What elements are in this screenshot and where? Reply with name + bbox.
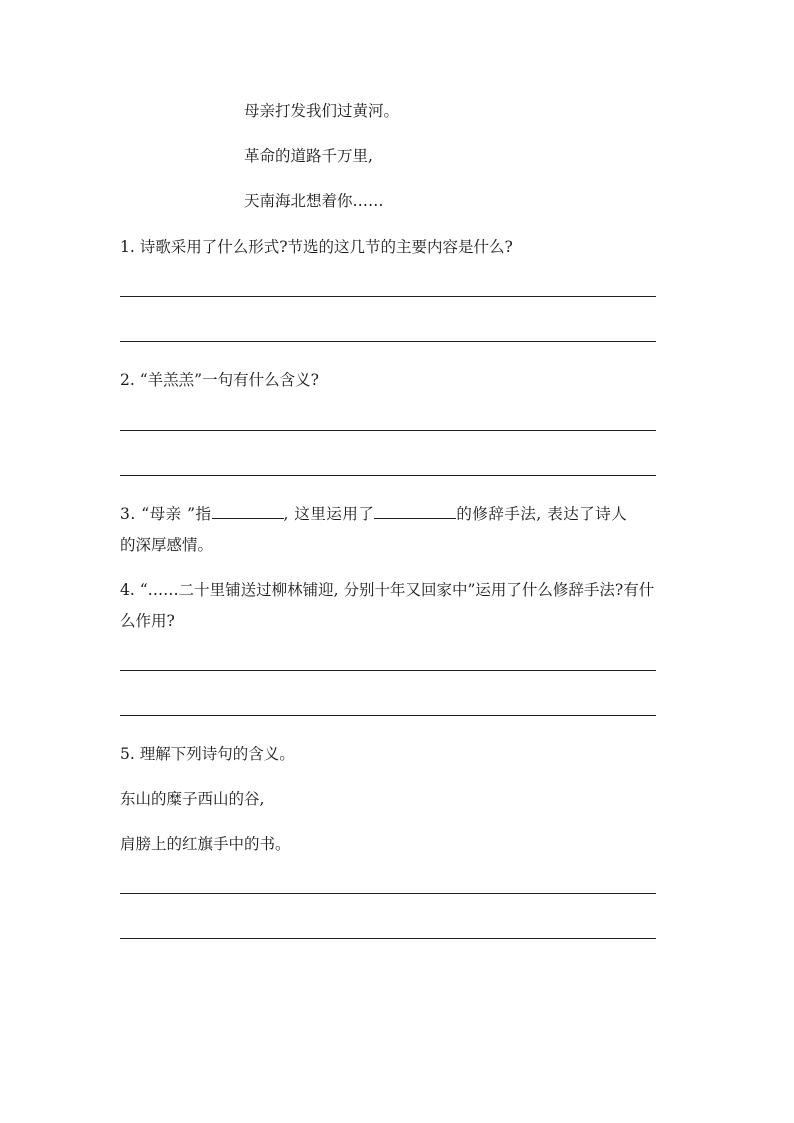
question-3-part2: , 这里运用了: [283, 505, 375, 523]
question-4-line-1: 4. “……二十里铺送过柳林铺迎, 分别十年又回家中”运用了什么修辞手法?有什: [120, 581, 655, 599]
verse-line-2: 肩膀上的红旗手中的书。: [120, 835, 291, 853]
poem-line-3: 天南海北想着你……: [244, 192, 384, 210]
poem-line-1: 母亲打发我们过黄河。: [244, 102, 400, 120]
answer-line-q5-2[interactable]: [120, 938, 656, 939]
blank-2[interactable]: [374, 503, 456, 519]
answer-line-q2-2[interactable]: [120, 475, 656, 476]
poem-line-2: 革命的道路千万里,: [244, 147, 373, 165]
answer-line-q1-2[interactable]: [120, 341, 656, 342]
verse-line-1: 东山的糜子西山的谷,: [120, 790, 265, 808]
answer-line-q1-1[interactable]: [120, 296, 656, 297]
answer-line-q4-1[interactable]: [120, 670, 656, 671]
question-5: 5. 理解下列诗句的含义。: [120, 745, 295, 763]
question-3: [120, 503, 627, 524]
answer-line-q2-1[interactable]: [120, 430, 656, 431]
blank-1[interactable]: [212, 503, 284, 519]
question-1: 1. 诗歌采用了什么形式?节选的这几节的主要内容是什么?: [120, 238, 513, 256]
question-2: 2. “羊羔羔”一句有什么含义?: [120, 371, 319, 389]
question-3-continued: 的深厚感情。: [120, 536, 214, 554]
answer-line-q5-1[interactable]: [120, 893, 656, 894]
question-3-part3: 的修辞手法, 表达了诗人: [456, 505, 628, 523]
question-4-line-2: 么作用?: [120, 612, 175, 630]
answer-line-q4-2[interactable]: [120, 715, 656, 716]
question-3-part1: 3. “母亲 ”指: [120, 505, 212, 523]
